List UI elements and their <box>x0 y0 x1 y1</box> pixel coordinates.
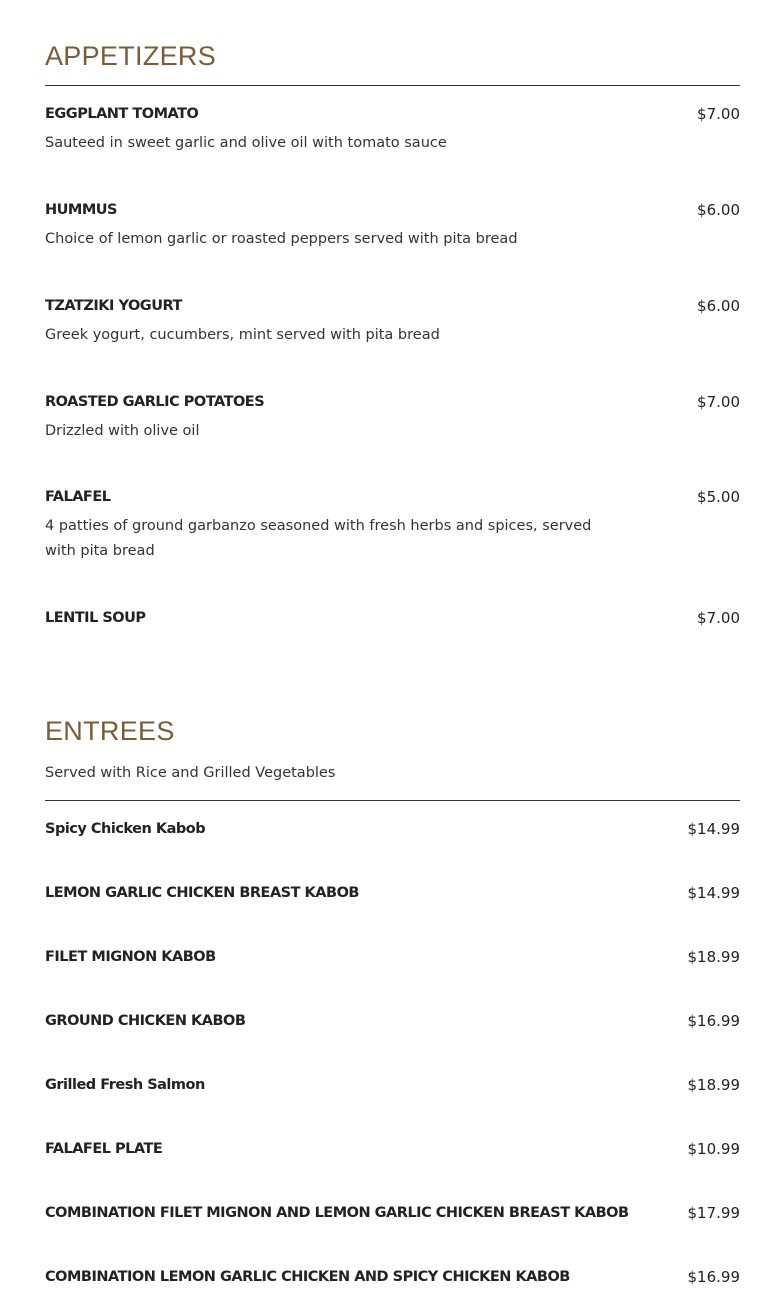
item-name: Spicy Chicken Kabob <box>45 821 206 837</box>
item-price: $10.99 <box>687 1140 740 1158</box>
item-name: GROUND CHICKEN KABOB <box>45 1013 246 1029</box>
menu-item-roasted-garlic-potatoes <box>45 392 740 444</box>
menu-item-tzatziki-yogurt <box>45 296 740 348</box>
item-price: $7.00 <box>697 105 740 123</box>
item-name: ROASTED GARLIC POTATOES <box>45 394 265 410</box>
item-name: EGGPLANT TOMATO <box>45 106 199 122</box>
item-name: FALAFEL <box>45 489 111 505</box>
item-description: Drizzled with olive oil <box>45 423 200 439</box>
item-description: Greek yogurt, cucumbers, mint served with pita bread <box>45 327 440 343</box>
item-name: COMBINATION FILET MIGNON AND LEMON GARLIC CHICKEN BREAST KABOB <box>45 1205 629 1221</box>
appetizers-title: APPETIZERS <box>45 41 217 71</box>
item-name: FILET MIGNON KABOB <box>45 949 216 965</box>
item-price: $7.00 <box>697 609 740 627</box>
item-name: LEMON GARLIC CHICKEN BREAST KABOB <box>45 885 359 901</box>
menu-item-filet-mignon-kabob <box>45 947 740 967</box>
menu-item-lemon-garlic-chicken-breast-kabob <box>45 883 740 903</box>
item-price: $14.99 <box>687 820 740 838</box>
item-name: HUMMUS <box>45 202 117 218</box>
menu-item-combination-filet-lemon-garlic <box>45 1203 740 1223</box>
menu-item-falafel <box>45 487 740 564</box>
entrees-title: ENTREES <box>45 716 175 746</box>
item-price: $17.99 <box>687 1204 740 1222</box>
menu-item-spicy-chicken-kabob <box>45 819 740 839</box>
item-price: $14.99 <box>687 884 740 902</box>
item-price: $6.00 <box>697 201 740 219</box>
item-name: Grilled Fresh Salmon <box>45 1077 205 1093</box>
entrees-subtitle: Served with Rice and Grilled Vegetables <box>45 765 336 781</box>
menu-item-eggplant-tomato <box>45 104 740 156</box>
menu-item-hummus <box>45 200 740 252</box>
item-price: $5.00 <box>697 488 740 506</box>
menu-item-combination-lemon-spicy-chicken <box>45 1267 740 1287</box>
item-price: $6.00 <box>697 297 740 315</box>
menu-item-ground-chicken-kabob <box>45 1011 740 1031</box>
item-price: $16.99 <box>687 1268 740 1286</box>
item-name: LENTIL SOUP <box>45 610 146 626</box>
item-price: $18.99 <box>687 948 740 966</box>
menu-item-falafel-plate <box>45 1139 740 1159</box>
appetizers-divider <box>45 85 740 86</box>
item-description: Choice of lemon garlic or roasted peppers served with pita bread <box>45 231 518 247</box>
item-description: Sauteed in sweet garlic and olive oil with tomato sauce <box>45 135 447 151</box>
item-name: TZATZIKI YOGURT <box>45 298 182 314</box>
item-description: 4 patties of ground garbanzo seasoned with fresh herbs and spices, served with pita bread <box>45 518 592 559</box>
item-price: $7.00 <box>697 393 740 411</box>
entrees-divider <box>45 800 740 801</box>
menu-item-lentil-soup <box>45 608 740 628</box>
item-price: $16.99 <box>687 1012 740 1030</box>
menu-item-grilled-fresh-salmon <box>45 1075 740 1095</box>
item-name: FALAFEL PLATE <box>45 1141 163 1157</box>
item-name: COMBINATION LEMON GARLIC CHICKEN AND SPICY CHICKEN KABOB <box>45 1269 570 1285</box>
item-price: $18.99 <box>687 1076 740 1094</box>
